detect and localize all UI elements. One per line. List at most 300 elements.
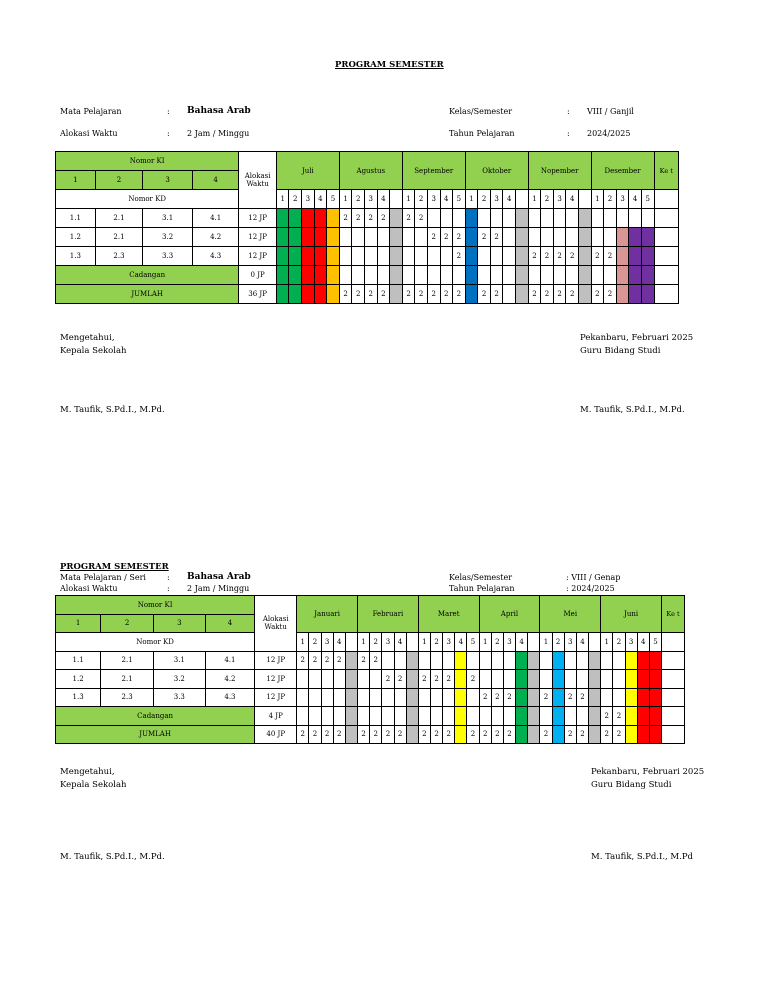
month-header: Oktober (465, 152, 528, 190)
week-cell: 2 (382, 670, 394, 689)
week-cell: 2 (443, 725, 455, 744)
week-cell: 2 (430, 725, 442, 744)
week-cell (394, 707, 406, 726)
week-cell (616, 209, 629, 228)
table-row (56, 209, 679, 228)
week-cell: 2 (490, 285, 503, 304)
week-cell (352, 266, 365, 285)
week-cell (479, 707, 491, 726)
week-number: 5 (327, 190, 340, 209)
table-row (56, 651, 685, 670)
week-fill-blue (465, 247, 478, 266)
jp-value: 12 JP (255, 651, 297, 670)
week-cell: 2 (427, 228, 440, 247)
week-number: 2 (604, 190, 617, 209)
week-fill-yellow (625, 651, 637, 670)
row-label: Cadangan (56, 707, 255, 726)
week-number: 2 (309, 633, 321, 652)
week-cell: 2 (566, 247, 579, 266)
week-fill-yellow (455, 670, 467, 689)
doc1-kelas-label: Kelas/Semester (449, 107, 513, 116)
kd-number: 4.3 (205, 688, 255, 707)
table-row (56, 285, 679, 304)
week-cell: 2 (478, 285, 491, 304)
kd-number: 2.1 (101, 651, 154, 670)
week-fill-gray (578, 266, 591, 285)
week-cell (377, 247, 390, 266)
week-number: 2 (541, 190, 554, 209)
week-fill-red (314, 285, 327, 304)
doc1-tempat: Pekanbaru, Februari 2025 (580, 333, 694, 343)
week-cell: 2 (503, 688, 515, 707)
ket-cell (662, 670, 685, 689)
week-cell: 2 (370, 725, 382, 744)
week-cell (564, 670, 576, 689)
week-cell: 2 (443, 670, 455, 689)
doc2-kelas-label: Kelas/Semester (449, 573, 513, 582)
week-fill-gray (390, 209, 403, 228)
week-cell (339, 247, 352, 266)
week-number: 1 (479, 633, 491, 652)
kd-number: 4.2 (192, 228, 238, 247)
kd-number: 1.3 (56, 247, 96, 266)
month-header: September (402, 152, 465, 190)
week-number: 4 (394, 633, 406, 652)
week-fill-yellow (625, 707, 637, 726)
week-cell: 2 (467, 670, 479, 689)
doc1-schedule-table (55, 151, 679, 304)
week-fill-gray (390, 247, 403, 266)
week-fill-green (289, 228, 302, 247)
week-cell (566, 209, 579, 228)
week-cell: 2 (309, 725, 321, 744)
nomor-kd-header: Nomor KD (56, 190, 239, 209)
week-fill-green (289, 266, 302, 285)
week-fill-purple (641, 285, 654, 304)
week-cell (604, 228, 617, 247)
week-fill-gray (528, 688, 540, 707)
doc2-alokasi-value: 2 Jam / Minggu (187, 584, 250, 593)
week-cell (365, 247, 378, 266)
week-fill-green (276, 266, 289, 285)
week-cell (418, 688, 430, 707)
week-fill-red (314, 228, 327, 247)
week-cell: 2 (613, 725, 625, 744)
nomor-kd-header: Nomor KD (56, 633, 255, 652)
week-cell (415, 228, 428, 247)
ki-number: 2 (101, 614, 154, 633)
week-cell (402, 266, 415, 285)
week-cell (358, 707, 370, 726)
week-cell (358, 670, 370, 689)
week-fill-teal (516, 670, 528, 689)
week-cell (503, 209, 516, 228)
week-fill-green (289, 285, 302, 304)
week-cell: 2 (377, 209, 390, 228)
week-cell (604, 266, 617, 285)
doc2-mengetahui: Mengetahui, (60, 767, 115, 777)
week-fill-cyan (552, 688, 564, 707)
week-cell (370, 688, 382, 707)
week-cell (629, 209, 642, 228)
week-fill-cyan (552, 707, 564, 726)
week-cell (566, 266, 579, 285)
row-label: Cadangan (56, 266, 239, 285)
week-cell (601, 651, 613, 670)
week-number (345, 633, 357, 652)
week-number: 1 (297, 633, 309, 652)
week-cell: 2 (453, 285, 466, 304)
week-number: 2 (491, 633, 503, 652)
week-cell (358, 688, 370, 707)
week-number: 3 (427, 190, 440, 209)
week-cell: 2 (479, 725, 491, 744)
jp-value: 12 JP (239, 228, 277, 247)
week-cell (297, 670, 309, 689)
week-cell (443, 707, 455, 726)
kd-number: 1.2 (56, 228, 96, 247)
alokasi-waktu-header: Alokasi Waktu (255, 596, 297, 652)
week-cell (365, 266, 378, 285)
week-number: 3 (321, 633, 333, 652)
doc1-mapel-value: Bahasa Arab (187, 106, 251, 116)
week-cell: 2 (503, 725, 515, 744)
week-fill-gray (589, 725, 601, 744)
week-fill-yellow (625, 670, 637, 689)
week-cell: 2 (576, 688, 588, 707)
week-cell (440, 209, 453, 228)
week-cell: 2 (540, 725, 552, 744)
week-cell (467, 707, 479, 726)
week-number: 3 (490, 190, 503, 209)
week-cell (321, 670, 333, 689)
ki-number: 3 (143, 171, 193, 190)
week-fill-gray (390, 285, 403, 304)
table-row (56, 725, 685, 744)
doc1-mapel-label: Mata Pelajaran (60, 107, 122, 116)
week-cell (601, 688, 613, 707)
week-fill-gray (528, 725, 540, 744)
week-number: 4 (314, 190, 327, 209)
week-fill-green (276, 285, 289, 304)
week-cell (490, 209, 503, 228)
week-cell: 2 (591, 247, 604, 266)
week-fill-purple (629, 266, 642, 285)
week-fill-pink (616, 228, 629, 247)
week-fill-cyan (552, 725, 564, 744)
week-cell (541, 266, 554, 285)
kd-number: 1.1 (56, 209, 96, 228)
week-number: 4 (455, 633, 467, 652)
doc1-alokasi-value: 2 Jam / Minggu (187, 129, 250, 138)
week-fill-gray (516, 228, 529, 247)
week-fill-red (314, 266, 327, 285)
week-fill-red (637, 725, 649, 744)
week-fill-gray (516, 285, 529, 304)
doc1-alokasi-colon: : (167, 129, 170, 138)
week-cell (576, 651, 588, 670)
ket-cell (654, 285, 678, 304)
week-cell (503, 285, 516, 304)
doc2-alokasi-colon: : (167, 584, 170, 593)
week-fill-cyan (552, 670, 564, 689)
week-number: 4 (637, 633, 649, 652)
week-cell (564, 707, 576, 726)
week-cell: 2 (491, 725, 503, 744)
week-cell (503, 670, 515, 689)
table-row (56, 247, 679, 266)
week-fill-orange (327, 209, 340, 228)
week-cell (591, 209, 604, 228)
week-cell (503, 266, 516, 285)
jp-value: 12 JP (239, 247, 277, 266)
week-cell: 2 (479, 688, 491, 707)
week-number: 3 (625, 633, 637, 652)
week-fill-red (302, 228, 315, 247)
week-cell (430, 688, 442, 707)
week-number (390, 190, 403, 209)
week-number: 3 (553, 190, 566, 209)
kd-number: 3.1 (153, 651, 205, 670)
doc2-tahun-label: Tahun Pelajaran (449, 584, 515, 593)
week-number: 5 (467, 633, 479, 652)
week-fill-blue (465, 209, 478, 228)
week-fill-orange (327, 247, 340, 266)
week-cell (478, 266, 491, 285)
kd-number: 3.3 (143, 247, 193, 266)
week-cell (478, 209, 491, 228)
week-cell: 2 (604, 247, 617, 266)
week-cell: 2 (394, 670, 406, 689)
week-number: 1 (339, 190, 352, 209)
ki-number: 4 (205, 614, 255, 633)
week-cell: 2 (402, 209, 415, 228)
jp-value: 12 JP (239, 209, 277, 228)
week-fill-red (637, 688, 649, 707)
ki-number: 1 (56, 171, 96, 190)
week-number (516, 190, 529, 209)
week-cell (503, 707, 515, 726)
doc1-title: PROGRAM SEMESTER (335, 60, 444, 70)
week-cell (541, 209, 554, 228)
kd-number: 3.2 (153, 670, 205, 689)
week-fill-purple (641, 228, 654, 247)
week-number: 2 (478, 190, 491, 209)
week-cell (377, 266, 390, 285)
week-cell: 2 (297, 651, 309, 670)
week-cell (641, 209, 654, 228)
week-fill-teal (516, 651, 528, 670)
week-cell: 2 (352, 285, 365, 304)
jp-value: 12 JP (255, 670, 297, 689)
week-number: 1 (465, 190, 478, 209)
nomor-ki-header: Nomor KI (56, 596, 255, 615)
week-number: 3 (503, 633, 515, 652)
week-cell (415, 266, 428, 285)
doc1-tahun-value: 2024/2025 (587, 129, 631, 138)
week-cell (613, 651, 625, 670)
week-cell (576, 670, 588, 689)
week-fill-gray (516, 266, 529, 285)
week-cell (382, 707, 394, 726)
doc1-kelas-colon: : (567, 107, 570, 116)
week-cell (564, 651, 576, 670)
week-fill-pink (616, 266, 629, 285)
week-cell (333, 670, 345, 689)
week-cell (377, 228, 390, 247)
week-cell: 2 (402, 285, 415, 304)
week-cell (540, 707, 552, 726)
kd-number: 1.1 (56, 651, 101, 670)
week-cell (576, 707, 588, 726)
doc2-kelas-value: : VIII / Genap (566, 573, 621, 582)
week-cell (604, 209, 617, 228)
week-fill-pink (616, 285, 629, 304)
week-number: 2 (370, 633, 382, 652)
week-fill-gray (516, 209, 529, 228)
week-fill-gray (589, 707, 601, 726)
week-fill-gray (345, 670, 357, 689)
doc1-mapel-colon: : (167, 107, 170, 116)
week-cell (352, 247, 365, 266)
week-cell (297, 688, 309, 707)
ket-header: Ke t (654, 152, 678, 190)
week-cell (453, 266, 466, 285)
week-cell (528, 266, 541, 285)
week-fill-gray (589, 651, 601, 670)
week-cell: 2 (382, 725, 394, 744)
week-cell (491, 707, 503, 726)
week-fill-purple (629, 247, 642, 266)
week-number: 1 (601, 633, 613, 652)
week-fill-gray (528, 707, 540, 726)
jp-value: 0 JP (239, 266, 277, 285)
week-cell (430, 707, 442, 726)
week-number: 4 (377, 190, 390, 209)
week-fill-purple (641, 266, 654, 285)
kd-number: 4.3 (192, 247, 238, 266)
week-cell: 2 (321, 725, 333, 744)
week-fill-gray (390, 228, 403, 247)
week-cell (540, 670, 552, 689)
week-cell (479, 670, 491, 689)
week-fill-gray (578, 209, 591, 228)
week-number: 4 (503, 190, 516, 209)
week-cell (382, 651, 394, 670)
week-cell: 2 (365, 209, 378, 228)
week-fill-yellow (455, 688, 467, 707)
week-cell (490, 247, 503, 266)
week-cell (352, 228, 365, 247)
ki-number: 3 (153, 614, 205, 633)
week-cell (503, 228, 516, 247)
week-cell (467, 688, 479, 707)
week-number: 1 (358, 633, 370, 652)
ket-cell (662, 633, 685, 652)
week-fill-yellow (625, 688, 637, 707)
month-header: Januari (297, 596, 358, 633)
week-fill-gray (406, 651, 418, 670)
doc2-mapel-colon: : (167, 573, 170, 582)
week-cell: 2 (352, 209, 365, 228)
kd-number: 4.2 (205, 670, 255, 689)
ket-cell (662, 651, 685, 670)
alokasi-waktu-header: Alokasi Waktu (239, 152, 277, 209)
week-number: 5 (453, 190, 466, 209)
week-cell (365, 228, 378, 247)
week-cell: 2 (553, 285, 566, 304)
week-cell (591, 228, 604, 247)
week-cell: 2 (467, 725, 479, 744)
week-cell (443, 688, 455, 707)
week-cell (309, 670, 321, 689)
week-fill-gray (345, 651, 357, 670)
week-fill-gray (516, 247, 529, 266)
nomor-ki-header: Nomor KI (56, 152, 239, 171)
doc1-kepala: Kepala Sekolah (60, 346, 127, 356)
week-cell (427, 209, 440, 228)
kd-number: 3.1 (143, 209, 193, 228)
week-cell: 2 (427, 285, 440, 304)
week-fill-red (649, 688, 661, 707)
week-cell: 2 (541, 247, 554, 266)
week-number: 1 (540, 633, 552, 652)
week-cell (503, 651, 515, 670)
week-number: 1 (528, 190, 541, 209)
ket-cell (662, 707, 685, 726)
week-fill-gray (578, 285, 591, 304)
week-cell (321, 688, 333, 707)
week-number: 2 (430, 633, 442, 652)
week-fill-green (276, 247, 289, 266)
week-fill-gray (528, 651, 540, 670)
week-cell: 2 (604, 285, 617, 304)
week-cell: 2 (365, 285, 378, 304)
week-fill-gray (345, 688, 357, 707)
week-fill-gray (589, 688, 601, 707)
week-cell: 2 (430, 670, 442, 689)
week-fill-red (302, 209, 315, 228)
week-cell (613, 688, 625, 707)
week-cell: 2 (566, 285, 579, 304)
week-number: 4 (333, 633, 345, 652)
kd-number: 2.1 (95, 228, 142, 247)
week-cell (430, 651, 442, 670)
week-fill-green (289, 247, 302, 266)
week-number: 2 (415, 190, 428, 209)
week-cell (553, 209, 566, 228)
kd-number: 4.1 (192, 209, 238, 228)
doc1-tahun-colon: : (567, 129, 570, 138)
doc2-title: PROGRAM SEMESTER (60, 562, 169, 572)
week-number: 1 (418, 633, 430, 652)
doc2-kepala: Kepala Sekolah (60, 780, 127, 790)
doc1-kelas-value: VIII / Ganjil (587, 107, 634, 116)
week-cell (309, 707, 321, 726)
month-header: April (479, 596, 540, 633)
week-fill-yellow (455, 707, 467, 726)
week-number: 4 (576, 633, 588, 652)
week-cell (394, 651, 406, 670)
week-number: 2 (552, 633, 564, 652)
week-fill-yellow (625, 725, 637, 744)
ket-cell (654, 247, 678, 266)
week-number: 2 (289, 190, 302, 209)
doc1-mengetahui: Mengetahui, (60, 333, 115, 343)
week-cell: 2 (440, 228, 453, 247)
week-cell (453, 209, 466, 228)
ki-number: 1 (56, 614, 101, 633)
